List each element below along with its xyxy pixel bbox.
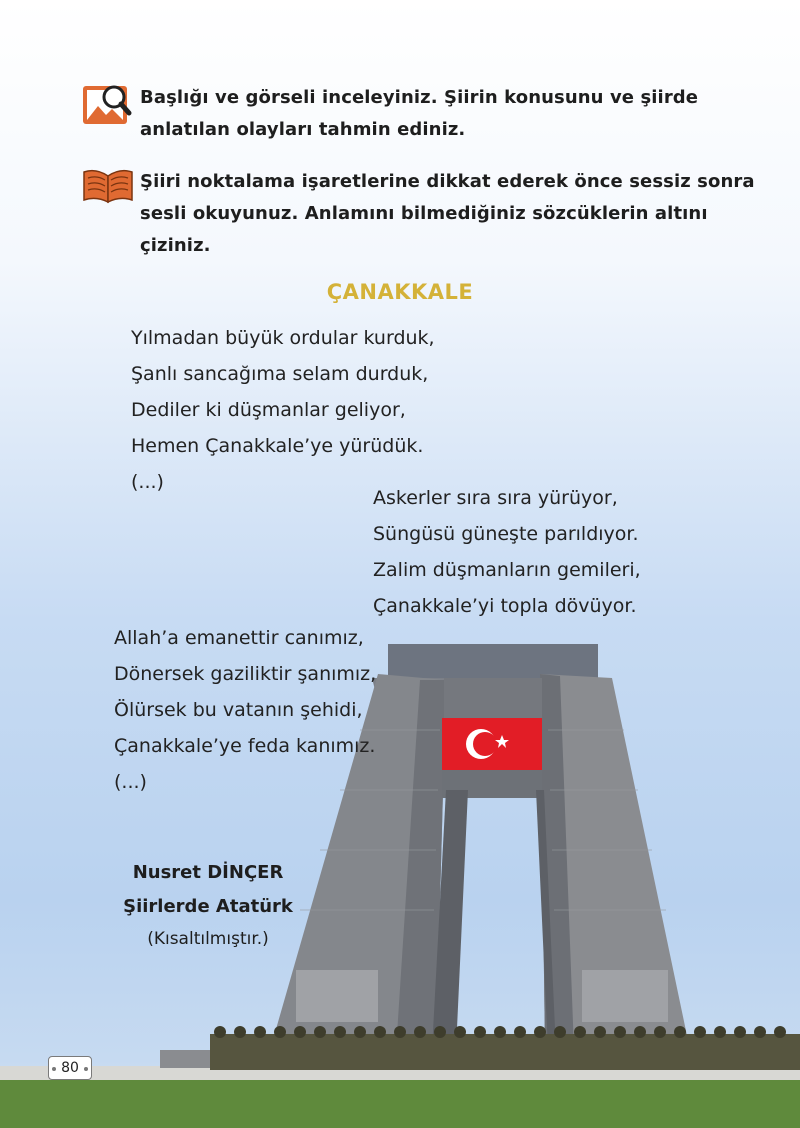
source-book: Şiirlerde Atatürk bbox=[123, 896, 293, 917]
poem-line: Hemen Çanakkale’ye yürüdük. bbox=[131, 435, 424, 457]
poem-line: Çanakkale’ye feda kanımız. bbox=[114, 735, 376, 757]
page-number: 80 bbox=[48, 1056, 92, 1080]
poem-line: Yılmadan büyük ordular kurduk, bbox=[131, 327, 435, 349]
poem-line: Zalim düşmanların gemileri, bbox=[373, 559, 641, 581]
poem-line: Dediler ki düşmanlar geliyor, bbox=[131, 399, 406, 421]
poem-title: ÇANAKKALE bbox=[326, 280, 474, 304]
poem-line: Çanakkale’yi topla dövüyor. bbox=[373, 595, 637, 617]
instruction-read bbox=[82, 166, 762, 262]
poem-line: (...) bbox=[131, 471, 164, 493]
instruction-examine bbox=[82, 82, 762, 146]
poem-stanza-2 bbox=[373, 480, 641, 624]
open-book-icon bbox=[82, 166, 134, 210]
author-name: Nusret DİNÇER bbox=[132, 862, 284, 883]
abridged-note: (Kısaltılmıştır.) bbox=[147, 929, 269, 949]
poem-attribution bbox=[118, 856, 298, 954]
poem-line: Askerler sıra sıra yürüyor, bbox=[373, 487, 618, 509]
poem-line: Ölürsek bu vatanın şehidi, bbox=[114, 699, 363, 721]
poem-line: Allah’a emanettir canımız, bbox=[114, 627, 364, 649]
magnifier-image-icon bbox=[82, 82, 132, 132]
poem-line: Şanlı sancağıma selam durduk, bbox=[131, 363, 429, 385]
poem-stanza-1 bbox=[131, 320, 435, 500]
poem-stanza-3 bbox=[114, 620, 376, 800]
instruction-text: Başlığı ve görseli inceleyiniz. Şiirin konusunu ve şiirde anlatılan olayları tahmin ediniz. bbox=[140, 87, 699, 140]
instruction-text: Şiiri noktalama işaretlerine dikkat ederek önce sessiz sonra sesli okuyunuz. Anlamını bilmediğiniz sözcüklerin altını çiziniz. bbox=[140, 171, 755, 256]
poem-line: (...) bbox=[114, 771, 147, 793]
poem-line: Dönersek gaziliktir şanımız, bbox=[114, 663, 377, 685]
poem-line: Süngüsü güneşte parıldıyor. bbox=[373, 523, 639, 545]
